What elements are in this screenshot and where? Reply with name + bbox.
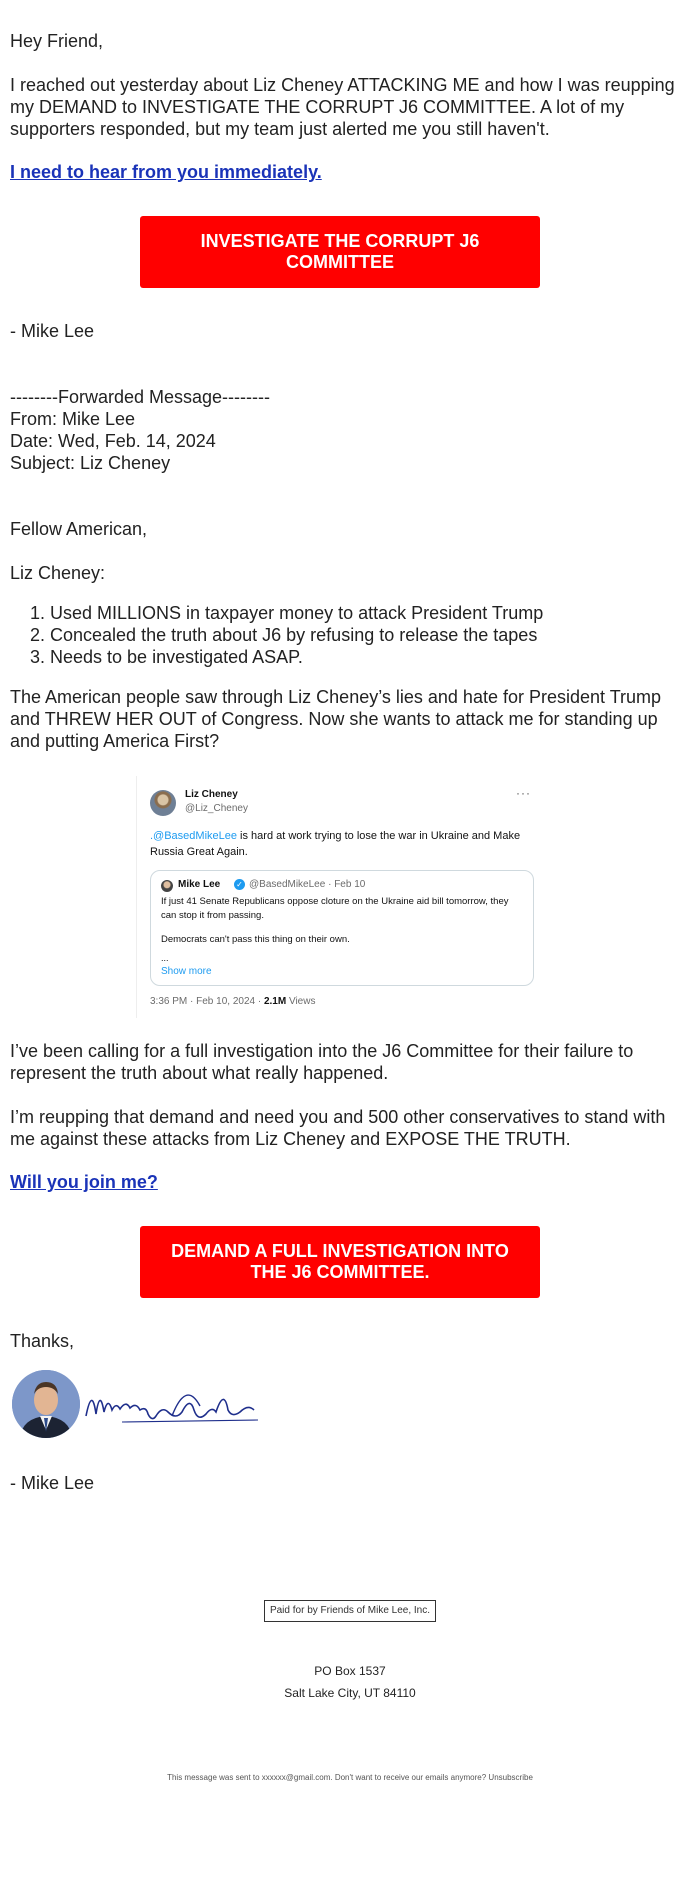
intro-paragraph: I reached out yesterday about Liz Cheney ATTACKING ME and how I was reupping my DEMAND to INVESTIGATE THE CORRUPT J6 COMMITTEE. A lot of my supporters responded, but my team just alerted me you still haven't. xyxy=(10,75,675,139)
investigate-button-label: INVESTIGATE THE CORRUPT J6 COMMITTEE xyxy=(200,231,480,272)
mike-lee-headshot xyxy=(12,1370,80,1438)
embedded-tweet[interactable] xyxy=(137,776,549,1018)
tweet-author-name[interactable]: Liz Cheney xyxy=(185,789,238,800)
more-icon[interactable]: ··· xyxy=(516,786,531,800)
tweet-text xyxy=(150,828,530,860)
quoted-author-name: Mike Lee xyxy=(178,879,221,890)
list-intro: Liz Cheney: xyxy=(10,563,106,583)
tweet-timestamp xyxy=(150,996,315,1007)
signoff-top: - Mike Lee xyxy=(10,321,95,341)
tweet-author-handle[interactable]: @Liz_Cheney xyxy=(185,803,248,814)
quoted-text-line2: Democrats can't pass this thing on their own. xyxy=(161,934,350,945)
unsubscribe-link[interactable]: Unsubscribe xyxy=(488,1773,533,1782)
quoted-ellipsis: ... xyxy=(161,953,169,963)
tweet-mention-link[interactable]: .@BasedMikeLee xyxy=(150,830,237,842)
calling-paragraph: I’ve been calling for a full investigation into the J6 Committee for their failure to represent the truth about what really happened. xyxy=(10,1041,634,1083)
demand-button-label: DEMAND A FULL INVESTIGATION INTO THE J6 COMMITTEE. xyxy=(171,1241,509,1282)
list-item: 3. Needs to be investigated ASAP. xyxy=(50,646,700,668)
greeting: Hey Friend, xyxy=(10,31,104,51)
list-item: 1. Used MILLIONS in taxpayer money to attack President Trump xyxy=(50,602,700,624)
forward-subject: Subject: Liz Cheney xyxy=(10,453,171,473)
list-item: 2. Concealed the truth about J6 by refusing to release the tapes xyxy=(50,624,700,646)
reupping-paragraph: I’m reupping that demand and need you and 500 other conservatives to stand with me against these attacks from Liz Cheney and EXPOSE THE TRUTH. xyxy=(10,1107,666,1149)
tweet-views-label: Views xyxy=(286,996,316,1007)
tweet-time[interactable]: 3:36 PM · Feb 10, 2024 · xyxy=(150,996,264,1007)
quoted-tweet[interactable] xyxy=(150,870,534,986)
quoted-text-line1: If just 41 Senate Republicans oppose cloture on the Ukraine aid bill tomorrow, they can stop it from passing. xyxy=(161,896,509,921)
cheney-list xyxy=(10,602,700,668)
footer-notice xyxy=(0,1773,700,1782)
investigate-button[interactable] xyxy=(140,216,540,288)
avatar xyxy=(161,880,173,892)
tweet-views-count: 2.1M xyxy=(263,996,287,1007)
cta-link-join-me[interactable]: Will you join me? xyxy=(10,1172,158,1192)
address-line-1: PO Box 1537 xyxy=(314,1664,386,1678)
quoted-meta: @BasedMikeLee · Feb 10 xyxy=(249,879,366,890)
paid-for-disclaimer: Paid for by Friends of Mike Lee, Inc. xyxy=(264,1600,436,1622)
forward-from: From: Mike Lee xyxy=(10,409,136,429)
salutation: Fellow American, xyxy=(10,519,148,539)
signoff-bottom: - Mike Lee xyxy=(10,1473,95,1493)
tweet-text-body: is hard at work trying to lose the war in Ukraine and Make Russia Great Again. xyxy=(150,830,521,858)
demand-investigation-button[interactable] xyxy=(140,1226,540,1298)
people-paragraph: The American people saw through Liz Cheney’s lies and hate for President Trump and THREW HER OUT of Congress. Now she wants to attack me for standing up and putting America First? xyxy=(10,687,662,751)
address-line-2: Salt Lake City, UT 84110 xyxy=(284,1686,416,1700)
thanks: Thanks, xyxy=(10,1331,75,1351)
signature-image xyxy=(82,1376,262,1436)
forward-header: --------Forwarded Message-------- xyxy=(10,387,270,407)
show-more-link[interactable]: Show more xyxy=(161,966,212,977)
footer-notice-text: This message was sent to xxxxxx@gmail.com. Don't want to receive our emails anymore? xyxy=(167,1773,489,1782)
verified-check-icon: ✓ xyxy=(234,879,245,890)
avatar[interactable] xyxy=(150,790,176,816)
cta-link-hear-from-you[interactable]: I need to hear from you immediately. xyxy=(10,162,322,182)
forward-date: Date: Wed, Feb. 14, 2024 xyxy=(10,431,216,451)
quoted-text xyxy=(161,895,525,947)
